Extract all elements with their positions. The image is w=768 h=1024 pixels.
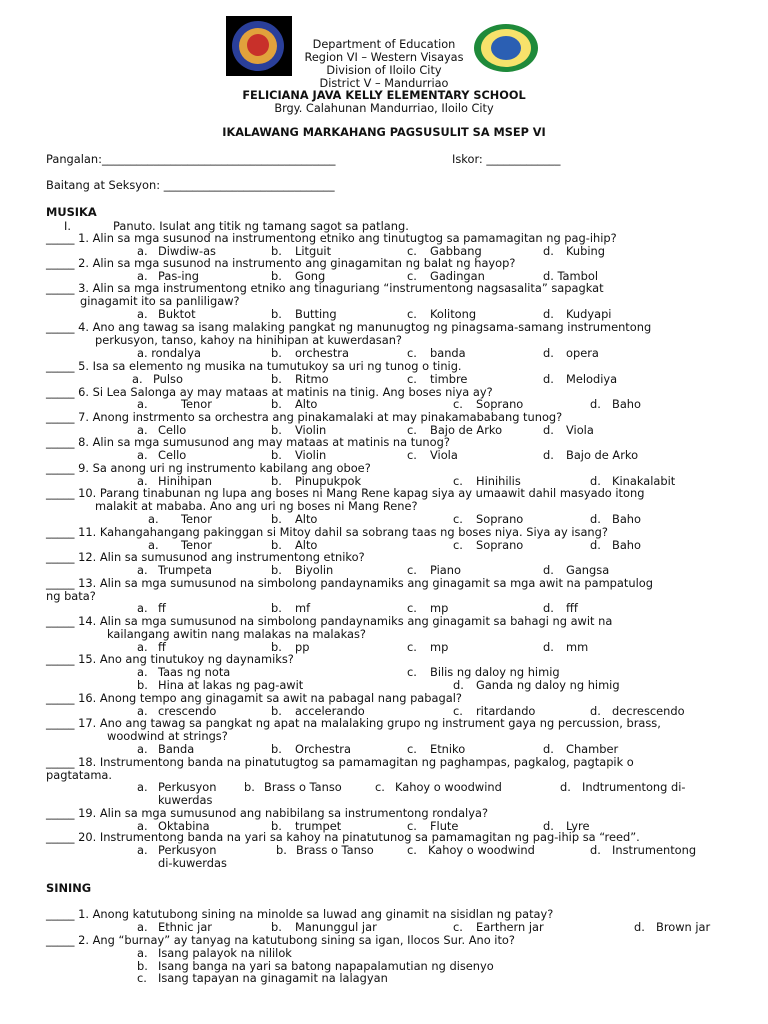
question-17-cont: woodwind at strings? — [107, 729, 228, 743]
exam-title: IKALAWANG MARKAHANG PAGSUSULIT SA MSEP VI — [222, 126, 546, 139]
choice-text: mp — [430, 640, 449, 654]
choice-text: Pinupukpok — [295, 474, 362, 488]
choice-letter: a. — [132, 372, 143, 386]
question-7: _____ 7. Anong instrmento sa orchestra ang pinakamalaki at may pinakamababang tunog? — [46, 410, 563, 424]
choice-letter: a. — [137, 423, 148, 437]
choice-letter: c. — [453, 704, 463, 718]
choice-letter: d. — [543, 346, 554, 360]
choice-letter: c. — [453, 512, 463, 526]
sining-question-2: _____ 2. Ang “burnay” ay tanyag na katutubong sining sa igan, Ilocos Sur. Ano ito? — [46, 933, 515, 947]
choice-text: Isang banga na yari sa batong napapalamutian ng disenyo — [158, 959, 494, 973]
choice-text: Brass o Tanso — [296, 843, 374, 857]
header-division: Division of Iloilo City — [326, 64, 442, 77]
question-16: _____ 16. Anong tempo ang ginagamit sa awit na pabagal nang pabagal? — [46, 691, 462, 705]
choice-letter: d. — [543, 448, 554, 462]
choice-text: Hinihilis — [476, 474, 521, 488]
choice-letter: c. — [407, 742, 417, 756]
choice-letter: d. — [634, 920, 645, 934]
choice-letter: b. — [276, 843, 287, 857]
choice-letter: b. — [271, 640, 282, 654]
question-8: _____ 8. Alin sa mga sumusunod ang may mataas at matinis na tunog? — [46, 435, 450, 449]
choice-letter: a. — [137, 474, 148, 488]
choice-letter: c. — [407, 601, 417, 615]
choice-text: Tenor — [181, 397, 212, 411]
choice-text: Oktabina — [158, 819, 210, 833]
choice-text: Soprano — [476, 512, 524, 526]
choice-letter: b. — [271, 601, 282, 615]
question-14-cont: kailangang awitin nang malakas na malakas? — [107, 627, 366, 641]
header-district: District V – Mandurriao — [319, 77, 449, 90]
section-title-sining: SINING — [46, 881, 92, 895]
choice-letter: c. — [407, 640, 417, 654]
choice-letter: d. — [543, 423, 554, 437]
choice-text: Diwdiw-as — [158, 244, 216, 258]
choice-letter: a. — [137, 307, 148, 321]
choice-letter: c. — [453, 920, 463, 934]
choice-letter: a. — [137, 843, 148, 857]
choice-letter: b. — [271, 538, 282, 552]
choice-letter: d. — [543, 563, 554, 577]
choice-letter: a. — [137, 780, 148, 794]
choice-letter: d. — [543, 742, 554, 756]
choice-letter: a. — [148, 512, 159, 526]
choice-letter: b. — [271, 474, 282, 488]
choice-text: Viola — [566, 423, 594, 437]
choice-letter: c. — [453, 397, 463, 411]
choice-text: Kubing — [566, 244, 605, 258]
choice-letter: b. — [271, 423, 282, 437]
question-15: _____ 15. Ano ang tinutukoy ng daynamiks? — [46, 652, 294, 666]
choice-letter: d. — [543, 244, 554, 258]
choice-text: ff — [158, 640, 166, 654]
choice-letter: a. — [137, 448, 148, 462]
choice-letter: c. — [407, 269, 417, 283]
choice-text: Cello — [158, 448, 187, 462]
choice-letter: d. — [543, 307, 554, 321]
choice-letter: a. — [137, 819, 148, 833]
name-field: Pangalan:_________________________________________ — [46, 152, 336, 166]
choice-letter: a. — [137, 397, 148, 411]
choice-text: Etniko — [430, 742, 466, 756]
choice-letter: d. — [590, 397, 601, 411]
choice-text: orchestra — [295, 346, 349, 360]
choice-text: Alto — [295, 538, 318, 552]
choice-letter: d. — [590, 704, 601, 718]
choice-letter: d. — [453, 678, 464, 692]
school-address: Brgy. Calahunan Mandurriao, Iloilo City — [274, 102, 494, 115]
choice-letter: b. — [271, 512, 282, 526]
choice-text: Perkusyon — [158, 780, 217, 794]
question-18: _____ 18. Instrumentong banda na pinatutugtog sa pamamagitan ng paghampas, pagkalog, pagtapik o — [46, 755, 634, 769]
score-field: Iskor: _____________ — [452, 152, 561, 166]
choice-letter: a. — [137, 640, 148, 654]
choice-letter: a. — [137, 946, 148, 960]
choice-letter: b. — [137, 959, 148, 973]
choice-text: Brown jar — [656, 920, 711, 934]
choice-text: Kudyapi — [566, 307, 612, 321]
header-dept: Department of Education — [312, 38, 456, 51]
choice-letter: c. — [137, 971, 147, 985]
question-2: _____ 2. Alin sa mga susunod na instrumento ang ginagamitan ng balat ng hayop? — [46, 256, 516, 270]
choice-text: Violin — [295, 448, 327, 462]
choice-text: opera — [566, 346, 599, 360]
choice-text: Gabbang — [430, 244, 482, 258]
choice-text: Manunggul jar — [295, 920, 377, 934]
choice-text: Melodiya — [566, 372, 618, 386]
choice-text: Kinakalabit — [612, 474, 676, 488]
choice-text-cont: kuwerdas — [158, 793, 213, 807]
choice-letter: c. — [407, 563, 417, 577]
question-20: _____ 20. Instrumentong banda na yari sa kahoy na pinatutunog sa pamamagitan ng pag-ihip sa “reed”. — [46, 830, 640, 844]
choice-letter: d. — [590, 843, 601, 857]
choice-text: mm — [566, 640, 589, 654]
choice-letter: b. — [271, 819, 282, 833]
choice-letter: a. — [148, 538, 159, 552]
choice-letter: b. — [271, 448, 282, 462]
choice-letter: b. — [244, 780, 255, 794]
choice-letter: c. — [407, 423, 417, 437]
choice-letter: c. — [407, 843, 417, 857]
choice-text: Trumpeta — [158, 563, 212, 577]
choice-letter: b. — [271, 346, 282, 360]
choice-letter: d. — [560, 780, 571, 794]
question-12: _____ 12. Alin sa sumusunod ang instrumentong etniko? — [46, 550, 365, 564]
choice-text: Isang palayok na nililok — [158, 946, 292, 960]
instruction-text: Panuto. Isulat ang titik ng tamang sagot sa patlang. — [113, 219, 409, 233]
choice-letter: c. — [407, 244, 417, 258]
choice-letter: c. — [407, 819, 417, 833]
choice-text: Orchestra — [295, 742, 351, 756]
question-3: _____ 3. Alin sa mga instrumentong etniko ang tinaguriang “instrumentong nagsasalita” sapagkat — [46, 281, 604, 295]
choice-text: Hina at lakas ng pag-awit — [158, 678, 304, 692]
choice-letter: b. — [271, 704, 282, 718]
school-name: FELICIANA JAVA KELLY ELEMENTARY SCHOOL — [242, 89, 526, 102]
choice-text: Cello — [158, 423, 187, 437]
choice-letter: c. — [407, 665, 417, 679]
choice-text: mp — [430, 601, 449, 615]
choice-text: Soprano — [476, 397, 524, 411]
choice-letter: d. — [590, 512, 601, 526]
choice-text: Biyolin — [295, 563, 334, 577]
instruction-number: I. — [64, 219, 71, 233]
choice-text: Pas-ing — [158, 269, 199, 283]
question-4: _____ 4. Ano ang tawag sa isang malaking pangkat ng manunugtog ng pinagsama-samang instrumentong — [46, 320, 652, 334]
choice-text: Earthern jar — [476, 920, 544, 934]
question-19: _____ 19. Alin sa mga sumusunod ang nabibilang sa instrumentong rondalya? — [46, 806, 488, 820]
choice-letter: c. — [453, 538, 463, 552]
choice-text: Instrumentong — [612, 843, 697, 857]
choice-text-cont: di-kuwerdas — [158, 856, 227, 870]
choice-letter: a. — [137, 244, 148, 258]
choice-text: Baho — [612, 512, 641, 526]
choice-letter: b. — [271, 307, 282, 321]
choice-text: timbre — [430, 372, 468, 386]
question-17: _____ 17. Ano ang tawag sa pangkat ng apat na malalaking grupo ng instrument gaya ng percussion, brass, — [46, 716, 661, 730]
question-10: _____ 10. Parang tinabunan ng lupa ang boses ni Mang Rene kapag siya ay umaawit dahil masyado itong — [46, 486, 645, 500]
choice-text: Baho — [612, 538, 641, 552]
choice-letter: c. — [407, 307, 417, 321]
choice-text: Hinihipan — [158, 474, 212, 488]
choice-text: accelerando — [295, 704, 365, 718]
choice-text: Lyre — [566, 819, 590, 833]
choice-text: Ritmo — [295, 372, 329, 386]
choice-letter: c. — [407, 346, 417, 360]
sining-question-1: _____ 1. Anong katutubong sining na minolde sa luwad ang ginamit na sisidlan ng patay? — [46, 907, 554, 921]
choice-letter: b. — [271, 244, 282, 258]
choice-text: crescendo — [158, 704, 217, 718]
choice-text: ff — [158, 601, 166, 615]
choice-text: Chamber — [566, 742, 619, 756]
choice-text: Soprano — [476, 538, 524, 552]
question-14: _____ 14. Alin sa mga sumusunod na simbolong pandaynamiks ang ginagamit sa bahagi ng awit na — [46, 614, 613, 628]
question-18-cont: pagtatama. — [46, 768, 113, 782]
choice-text: banda — [430, 346, 466, 360]
choice-text: a. rondalya — [137, 346, 201, 360]
choice-letter: b. — [271, 372, 282, 386]
choice-letter: b. — [271, 920, 282, 934]
choice-text: Flute — [430, 819, 459, 833]
choice-letter: d. — [543, 819, 554, 833]
question-5: _____ 5. Isa sa elemento ng musika na tumutukoy sa uri ng tunog o tinig. — [46, 359, 462, 373]
grade-section-field: Baitang at Seksyon: ______________________________ — [46, 178, 335, 192]
choice-letter: a. — [137, 665, 148, 679]
choice-letter: a. — [137, 742, 148, 756]
header-region: Region VI – Western Visayas — [304, 51, 464, 64]
choice-letter: b. — [271, 269, 282, 283]
choice-text: Gong — [295, 269, 326, 283]
choice-text: Bajo de Arko — [566, 448, 639, 462]
choice-text: Pulso — [153, 372, 183, 386]
choice-letter: d. — [543, 372, 554, 386]
choice-text: Indtrumentong di- — [582, 780, 686, 794]
choice-text: ritardando — [476, 704, 536, 718]
choice-text: Isang tapayan na ginagamit na lalagyan — [158, 971, 388, 985]
choice-text: Viola — [430, 448, 458, 462]
choice-letter: b. — [137, 678, 148, 692]
choice-letter: b. — [271, 742, 282, 756]
choice-text: d. Tambol — [543, 269, 598, 283]
question-6: _____ 6. Si Lea Salonga ay may mataas at matinis na tinig. Ang boses niya ay? — [46, 385, 493, 399]
choice-text: Bilis ng daloy ng himig — [430, 665, 560, 679]
choice-letter: d. — [590, 474, 601, 488]
choice-letter: d. — [543, 601, 554, 615]
choice-text: Bajo de Arko — [430, 423, 503, 437]
choice-letter: a. — [137, 563, 148, 577]
choice-text: Kahoy o woodwind — [428, 843, 535, 857]
choice-text: trumpet — [295, 819, 342, 833]
choice-letter: c. — [407, 448, 417, 462]
question-9: _____ 9. Sa anong uri ng instrumento kabilang ang oboe? — [46, 461, 371, 475]
choice-text: pp — [295, 640, 310, 654]
choice-text: Brass o Tanso — [264, 780, 342, 794]
choice-letter: a. — [137, 601, 148, 615]
choice-letter: d. — [543, 640, 554, 654]
choice-text: Banda — [158, 742, 195, 756]
choice-text: Kolitong — [430, 307, 477, 321]
choice-text: Tenor — [181, 538, 212, 552]
question-3-cont: ginagamit ito sa panliligaw? — [80, 294, 240, 308]
question-13-cont: ng bata? — [46, 589, 96, 603]
choice-text: Taas ng nota — [158, 665, 231, 679]
choice-letter: c. — [407, 372, 417, 386]
choice-letter: b. — [271, 563, 282, 577]
choice-letter: a. — [137, 269, 148, 283]
choice-text: Tenor — [181, 512, 212, 526]
question-1: _____ 1. Alin sa mga susunod na instrumentong etniko ang tinutugtog sa pamamagitan ng pag-ihip? — [46, 231, 617, 245]
choice-text: Buktot — [158, 307, 196, 321]
choice-text: Ganda ng daloy ng himig — [476, 678, 620, 692]
choice-letter: a. — [137, 920, 148, 934]
choice-letter: b. — [271, 397, 282, 411]
choice-text: Baho — [612, 397, 641, 411]
choice-letter: a. — [137, 704, 148, 718]
choice-text: Kahoy o woodwind — [395, 780, 502, 794]
choice-text: Perkusyon — [158, 843, 217, 857]
choice-text: Violin — [295, 423, 327, 437]
choice-letter: c. — [453, 474, 463, 488]
choice-text: Alto — [295, 397, 318, 411]
question-13: _____ 13. Alin sa mga sumusunod na simbolong pandaynamiks ang ginagamit sa mga awit na pampatulog — [46, 576, 653, 590]
choice-text: Alto — [295, 512, 318, 526]
section-title-musika: MUSIKA — [46, 205, 97, 219]
question-11: _____ 11. Kahangahangang pakinggan si Mitoy dahil sa sobrang taas ng boses niya. Siya ay isang? — [46, 525, 608, 539]
choice-letter: d. — [590, 538, 601, 552]
choice-letter: c. — [375, 780, 385, 794]
question-4-cont: perkusyon, tanso, kahoy na hinihipan at kuwerdasan? — [95, 333, 402, 347]
choice-text: Gangsa — [566, 563, 610, 577]
choice-text: Gadingan — [430, 269, 485, 283]
choice-text: Litguit — [295, 244, 332, 258]
choice-text: mf — [295, 601, 311, 615]
question-10-cont: malakit at mababa. Ano ang uri ng boses ni Mang Rene? — [95, 499, 418, 513]
choice-text: Butting — [295, 307, 337, 321]
choice-text: decrescendo — [612, 704, 685, 718]
choice-text: Piano — [430, 563, 461, 577]
choice-text: fff — [566, 601, 578, 615]
choice-text: Ethnic jar — [158, 920, 212, 934]
